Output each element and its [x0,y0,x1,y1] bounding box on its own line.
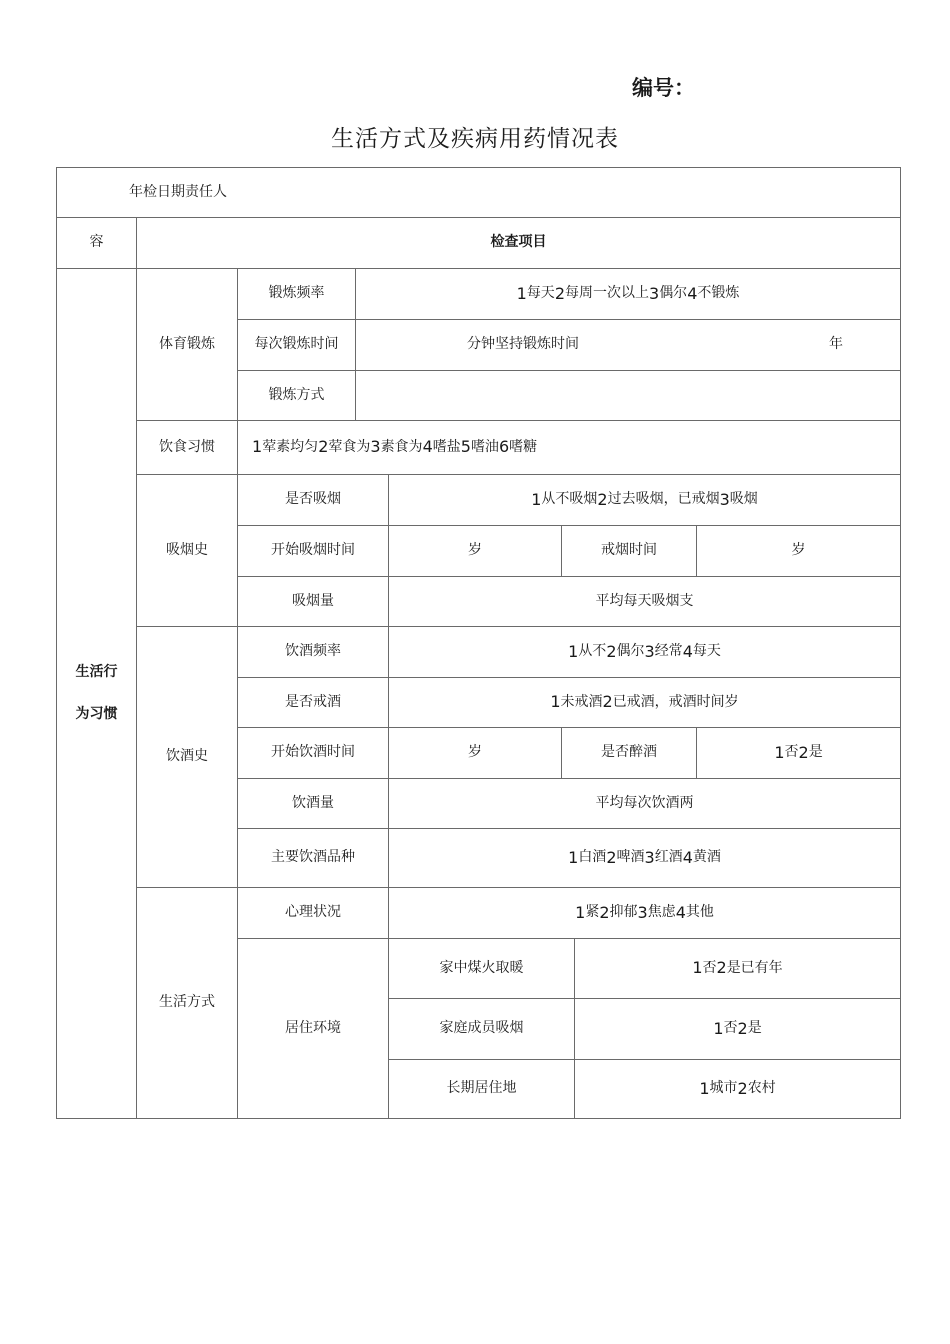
value-quit-drinking: 1 未戒酒 2 已戒酒，戒酒时间岁 [388,677,901,728]
label-smoking-status: 是否吸烟 [237,474,389,526]
label-drinking-start-age: 开始饮酒时间 [237,727,389,779]
value-drinking-frequency: 1 从不 2 偶尔 3 经常 4 每天 [388,626,901,678]
value-mental-state: 1 紧 2 抑郁 3 焦虑 4 其他 [388,887,901,939]
value-smoking-start-age: 岁 [388,525,562,577]
value-exercise-duration: 分钟坚持锻炼时间 年 [355,319,901,371]
value-smoking-status: 1 从不吸烟 2 过去吸烟，已戒烟 3 吸烟 [388,474,901,526]
check-items-column-header: 检查项目 [136,217,901,269]
value-quit-smoking-age: 岁 [696,525,901,577]
category-label-line2: 为习惯 [75,705,118,722]
label-coal-heating: 家中煤火取暖 [388,938,575,999]
category-label-line1: 生活行 [75,663,118,680]
value-main-drink-type: 1 白酒 2 啤酒 3 红酒 4 黄酒 [388,828,901,888]
value-coal-heating: 1 否 2 是已有年 [574,938,901,999]
label-drinking-amount: 饮酒量 [237,778,389,829]
label-drinking-frequency: 饮酒频率 [237,626,389,678]
group-lifestyle: 生活方式 [136,887,238,1119]
value-drinking-start-age: 岁 [388,727,562,779]
value-exercise-method [355,370,901,421]
label-mental-state: 心理状况 [237,887,389,939]
label-smoking-amount: 吸烟量 [237,576,389,627]
group-diet: 饮食习惯 [136,420,238,475]
inspection-date-row: 年检日期责任人 [56,167,901,218]
page-title: 生活方式及疾病用药情况表 [331,126,619,152]
label-long-term-residence: 长期居住地 [388,1059,575,1119]
label-exercise-duration: 每次锻炼时间 [237,319,356,371]
label-drunk: 是否醉酒 [561,727,697,779]
label-living-environment: 居住环境 [237,938,389,1119]
label-exercise-frequency: 锻炼频率 [237,268,356,320]
value-drunk: 1 否 2 是 [696,727,901,779]
lifestyle-form-table [56,167,901,1119]
label-family-smoking: 家庭成员吸烟 [388,998,575,1060]
label-exercise-method: 锻炼方式 [237,370,356,421]
group-smoking-history: 吸烟史 [136,474,238,627]
label-quit-drinking: 是否戒酒 [237,677,389,728]
value-smoking-amount: 平均每天吸烟支 [388,576,901,627]
content-column-header: 容 [56,217,137,269]
value-long-term-residence: 1 城市 2 农村 [574,1059,901,1119]
label-smoking-start-age: 开始吸烟时间 [237,525,389,577]
value-family-smoking: 1 否 2 是 [574,998,901,1060]
group-exercise: 体育锻炼 [136,268,238,421]
serial-number-label: 编号： [632,76,695,100]
category-lifestyle-habits [56,268,137,1119]
label-main-drink-type: 主要饮酒品种 [237,828,389,888]
value-diet-habits: 1 荤素均匀 2 荤食为 3 素食为 4 嗜盐 5 嗜油 6 嗜糖 [237,420,901,475]
value-exercise-frequency: 1 每天 2 每周一次以上 3 偶尔 4 不锻炼 [355,268,901,320]
value-drinking-amount: 平均每次饮酒两 [388,778,901,829]
group-drinking-history: 饮酒史 [136,626,238,888]
label-quit-smoking-age: 戒烟时间 [561,525,697,577]
